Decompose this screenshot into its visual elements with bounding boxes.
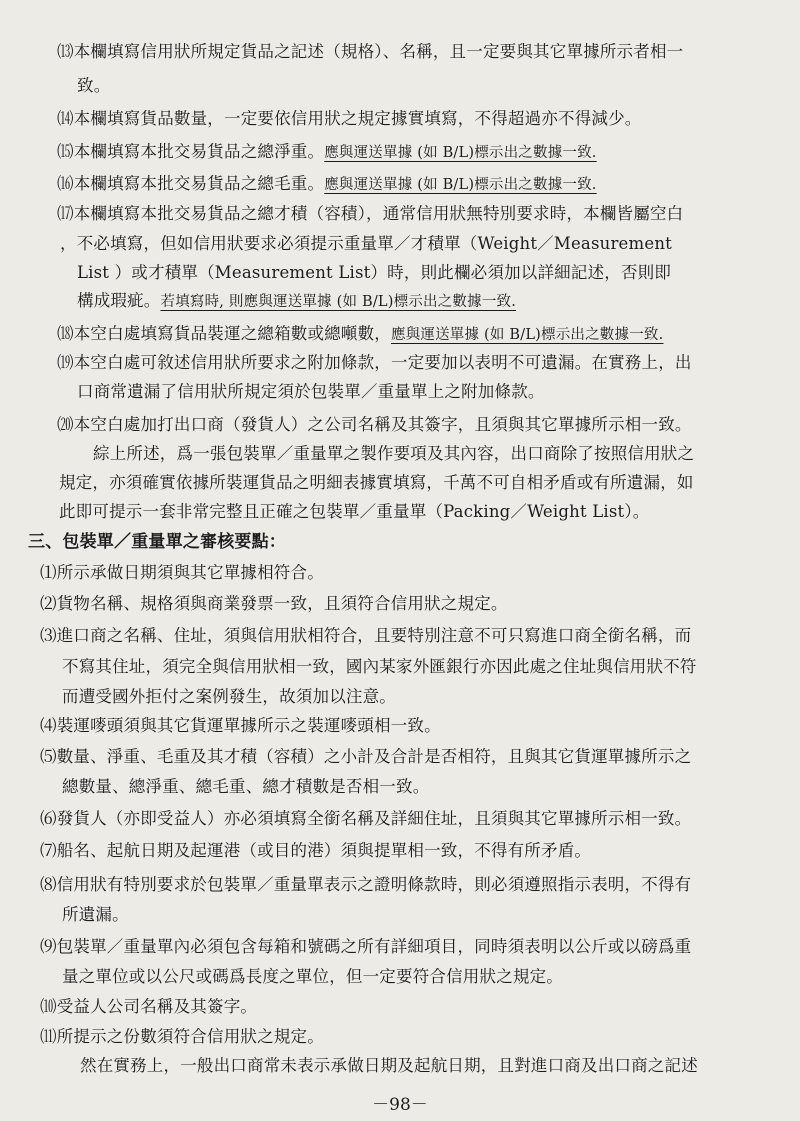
check-item-1: ⑴所示承做日期須與其它單據相符合。 xyxy=(40,563,324,582)
check-item-7: ⑺船名、起航日期及起運港（或目的港）須與提單相一致，不得有所矛盾。 xyxy=(40,841,592,860)
check-item-4: ⑷裝運嘜頭須與其它貨運單據所示之裝運嘜頭相一致。 xyxy=(40,716,441,735)
item-13-line-2: 致。 xyxy=(77,76,111,95)
item-16: ⒃本欄填寫本批交易貨品之總毛重。應與運送單據 (如 B/L)標示出之數據一致. xyxy=(57,174,597,193)
item-19-line-2: 口商常遺漏了信用狀所規定須於包裝單／重量單上之附加條款。 xyxy=(77,382,545,401)
page-number: －98－ xyxy=(372,1095,428,1115)
item-17-line-3: List ）或才積單（Measurement List）時，則此欄必須加以詳細記述，否則即 xyxy=(77,263,672,282)
check-item-3-line-2: 不寫其住址，須完全與信用狀相一致，國內某家外匯銀行亦因此處之住址與信用狀不符 xyxy=(62,657,697,676)
check-item-5-line-1: ⑸數量、淨重、毛重及其才積（容積）之小計及合計是否相符，且與其它貨運單據所示之 xyxy=(40,747,692,766)
check-item-3-line-3: 而遭受國外拒付之案例發生，故須加以注意。 xyxy=(62,687,396,706)
check-item-3-line-1: ⑶進口商之名稱、住址，須與信用狀相符合，且要特別注意不可只寫進口商全銜名稱，而 xyxy=(40,626,692,645)
item-13-line-1: ⒀本欄填寫信用狀所規定貨品之記述（規格）、名稱，且一定要與其它單據所示者相一 xyxy=(57,42,684,61)
item-17-line-2: ，不必填寫，但如信用狀要求必須提示重量單／才積單（Weight／Measurement xyxy=(60,234,672,253)
handwritten-annotation: 應與運送單據 (如 B/L)標示出之數據一致. xyxy=(391,327,664,343)
summary-line-2: 規定，亦須確實依據所裝運貨品之明細表據實填寫，千萬不可自相矛盾或有所遺漏，如 xyxy=(59,473,694,492)
check-item-5-line-2: 總數量、總淨重、總毛重、總才積數是否相一致。 xyxy=(62,777,430,796)
check-item-11: ⑾所提示之份數須符合信用狀之規定。 xyxy=(40,1027,324,1046)
handwritten-annotation: 應與運送單據 (如 B/L)標示出之數據一致. xyxy=(324,177,597,193)
check-item-8-line-1: ⑻信用狀有特別要求於包裝單／重量單表示之證明條款時，則必須遵照指示表明，不得有 xyxy=(40,875,692,894)
check-item-10: ⑽受益人公司名稱及其簽字。 xyxy=(40,997,258,1016)
closing-paragraph: 然在實務上，一般出口商常未表示承做日期及起航日期，且對進口商及出口商之記述 xyxy=(80,1056,698,1075)
check-item-6: ⑹發貨人（亦即受益人）亦必須填寫全銜名稱及詳細住址，且須與其它單據所示相一致。 xyxy=(40,809,692,828)
item-18: ⒅本空白處填寫貨品裝運之總箱數或總噸數，應與運送單據 (如 B/L)標示出之數據一致. xyxy=(57,324,664,343)
handwritten-annotation: 應與運送單據 (如 B/L)標示出之數據一致. xyxy=(324,145,597,161)
check-item-8-line-2: 所遺漏。 xyxy=(62,905,129,924)
handwritten-annotation: 若填寫時, 則應與運送單據 (如 B/L)標示出之數據一致. xyxy=(160,294,517,310)
item-19-line-1: ⒆本空白處可敘述信用狀所要求之附加條款，一定要加以表明不可遺漏。在實務上，出 xyxy=(57,353,692,372)
item-14: ⒁本欄填寫貨品數量，一定要依信用狀之規定據實填寫，不得超過亦不得減少。 xyxy=(57,109,642,128)
check-item-2: ⑵貨物名稱、規格須與商業發票一致，且須符合信用狀之規定。 xyxy=(40,594,508,613)
section-heading: 三、包裝單／重量單之審核要點： xyxy=(28,532,286,552)
item-17-line-4: 構成瑕疵。若填寫時, 則應與運送單據 (如 B/L)標示出之數據一致. xyxy=(77,291,517,310)
item-20: ⒇本空白處加打出口商（發貨人）之公司名稱及其簽字，且須與其它單據所示相一致。 xyxy=(57,415,692,434)
check-item-9-line-2: 量之單位或以公尺或碼爲長度之單位，但一定要符合信用狀之規定。 xyxy=(62,967,563,986)
check-item-9-line-1: ⑼包裝單／重量單內必須包含每箱和號碼之所有詳細項目，同時須表明以公斤或以磅爲重 xyxy=(40,937,692,956)
item-15: ⒂本欄填寫本批交易貨品之總淨重。應與運送單據 (如 B/L)標示出之數據一致. xyxy=(57,142,597,161)
item-17-line-1: ⒄本欄填寫本批交易貨品之總才積（容積），通常信用狀無特別要求時，本欄皆屬空白 xyxy=(57,204,684,223)
summary-line-1: 綜上所述，爲一張包裝單／重量單之製作要項及其內容，出口商除了按照信用狀之 xyxy=(93,444,695,463)
summary-line-3: 此即可提示一套非常完整且正確之包裝單／重量單（Packing／Weight List）。 xyxy=(59,502,650,521)
